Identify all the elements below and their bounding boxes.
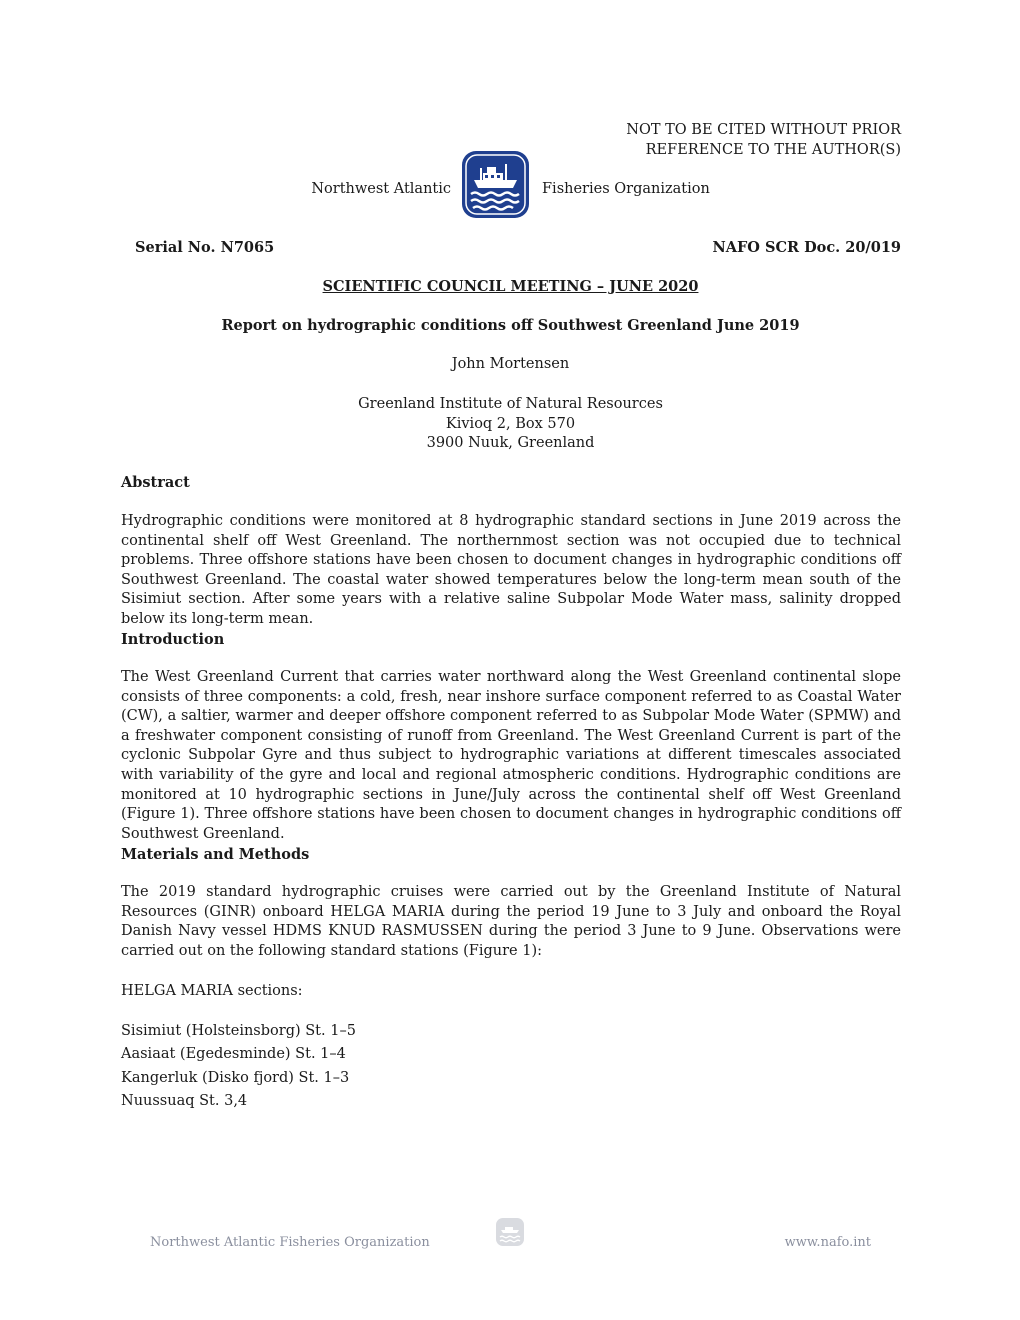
citation-line-1: NOT TO BE CITED WITHOUT PRIOR [626,122,901,138]
nafo-footer-logo-icon [495,1217,525,1247]
introduction-heading: Introduction [121,631,225,648]
affiliation [120,395,901,454]
serial-number: Serial No. N7065 [135,239,275,256]
footer-website-link[interactable]: www.nafo.int [784,1235,871,1250]
helga-maria-heading: HELGA MARIA sections: [121,983,303,999]
author-name: John Mortensen [451,356,570,372]
station-item: Kangerluk (Disko fjord) St. 1–3 [121,1069,350,1086]
methods-text: The 2019 standard hydrographic cruises were carried out by the Greenland Institute of Natural Resources (GINR) onboard HELGA MARIA during the period 19 June to 3 July and onboard the Royal Danish Navy vessel HDMS KNUD RASMUSSEN during the period 3 June to 9 June. Observations were carried out on the following standard stations (Figure 1): [121,884,901,959]
affiliation-line-3: 3900 Nuuk, Greenland [426,435,595,452]
nafo-ship-logo-icon [461,150,530,219]
station-item: Nuussuaq St. 3,4 [121,1092,248,1109]
org-name-right: Fisheries Organization [542,181,710,197]
affiliation-line-1: Greenland Institute of Natural Resources [358,396,663,412]
abstract-heading: Abstract [121,474,190,491]
citation-notice [560,121,901,160]
station-item: Sisimiut (Holsteinsborg) St. 1–5 [121,1023,356,1039]
meeting-title: SCIENTIFIC COUNCIL MEETING – JUNE 2020 [322,278,699,295]
introduction-text: The West Greenland Current that carries water northward along the West Greenland continental slope consists of three components: a cold, fresh, near inshore surface component referred to as Coastal Water (CW), a saltier, warmer and deeper offshore component referred to as Subpolar Mode Water (SPMW) and a freshwater component consisting of runoff from Greenland. The West Greenland Current is part of the cyclonic Subpolar Gyre and thus subject to hydrographic variations at different timescales associated with variability of the gyre and local and regional atmospheric conditions. Hydrographic conditions are monitored at 10 hydrographic sections in June/July across the continental shelf off West Greenland (Figure 1). Three offshore stations have been chosen to document changes in hydrographic conditions off Southwest Greenland. [121,669,901,842]
scr-doc-number: NAFO SCR Doc. 20/019 [712,239,901,256]
report-title: Report on hydrographic conditions off Southwest Greenland June 2019 [221,317,800,334]
affiliation-line-2: Kivioq 2, Box 570 [445,415,576,432]
citation-line-2: REFERENCE TO THE AUTHOR(S) [645,141,901,158]
footer-org-name: Northwest Atlantic Fisheries Organization [150,1235,430,1250]
abstract-text: Hydrographic conditions were monitored at 8 hydrographic standard sections in June 2019 across the continental shelf off West Greenland. The northernmost section was not occupied due to technical problems. Three offshore stations have been chosen to document changes in hydrographic conditions off Southwest Greenland. The coastal water showed temperatures below the long-term mean south of the Sisimiut section. After some years with a relative saline Subpolar Mode Water mass, salinity dropped below its long-term mean. [121,513,901,627]
org-name-left: Northwest Atlantic [311,181,451,197]
methods-heading: Materials and Methods [121,846,310,863]
station-list [121,1020,621,1113]
station-item: Aasiaat (Egedesminde) St. 1–4 [121,1046,346,1063]
